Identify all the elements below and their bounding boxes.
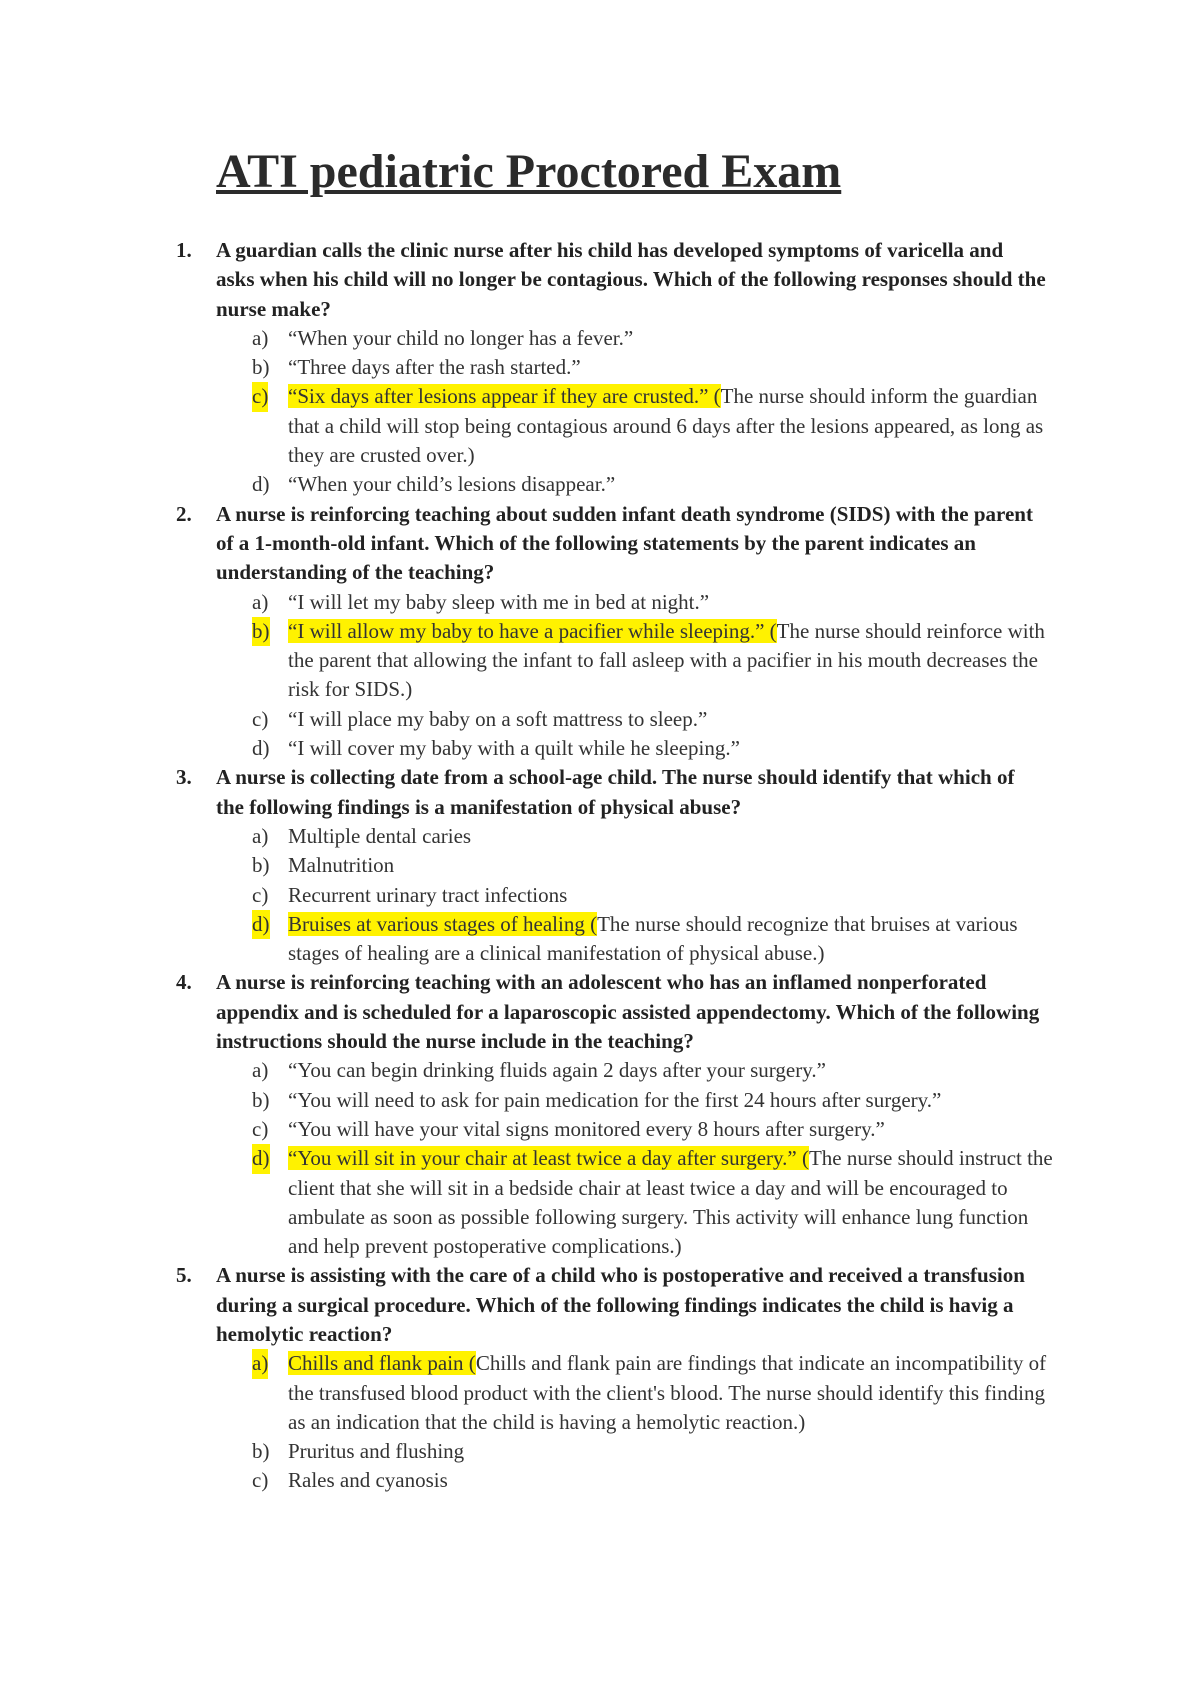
question-1 bbox=[0, 236, 1190, 500]
option-list bbox=[216, 588, 1190, 764]
option-text: Recurrent urinary tract infections bbox=[288, 882, 568, 907]
option-c bbox=[216, 881, 1190, 910]
option-text: “I will let my baby sleep with me in bed at night.” bbox=[288, 589, 710, 614]
question-number: 2. bbox=[176, 501, 192, 526]
option-text: “You will have your vital signs monitored every 8 hours after surgery.” bbox=[288, 1116, 885, 1141]
option-b bbox=[216, 1086, 1190, 1115]
answer-rationale: The nurse should reinforce with the parent that allowing the infant to fall asleep with a pacifier in his mouth decreases the risk for SIDS.) bbox=[288, 618, 1045, 702]
highlighted-answer: “I will allow my baby to have a pacifier while sleeping.” ( bbox=[288, 618, 777, 643]
option-text: “You can begin drinking fluids again 2 days after your surgery.” bbox=[288, 1058, 826, 1083]
option-list bbox=[216, 324, 1190, 500]
option-label: b) bbox=[252, 617, 270, 646]
option-text: Malnutrition bbox=[288, 853, 395, 878]
option-a bbox=[216, 324, 1190, 353]
option-label: a) bbox=[252, 823, 269, 848]
option-text: “I will cover my baby with a quilt while he sleeping.” bbox=[288, 736, 740, 761]
question-3 bbox=[0, 763, 1190, 968]
option-d-correct bbox=[216, 1144, 1190, 1261]
option-b bbox=[216, 1437, 1190, 1466]
option-b-correct bbox=[216, 617, 1190, 705]
option-label: d) bbox=[252, 472, 270, 497]
option-label: a) bbox=[252, 1349, 268, 1378]
question-number: 3. bbox=[176, 765, 192, 790]
option-b bbox=[216, 353, 1190, 382]
question-number: 1. bbox=[176, 238, 192, 262]
answer-rationale: Chills and flank pain are findings that indicate an incompatibility of the transfused blood product with the client's blood. The nurse should identify this finding as an indication that the child is having a hemolytic reaction.) bbox=[288, 1351, 1047, 1434]
option-label: c) bbox=[252, 706, 269, 731]
option-list bbox=[216, 1056, 1190, 1261]
option-label: c) bbox=[252, 1116, 269, 1141]
answer-rationale: The nurse should instruct the client that she will sit in a bedside chair at least twice a day and will be encouraged to ambulate as soon as possible following surgery. This activity will enhance lung function and help prevent postoperative complications.) bbox=[288, 1146, 1053, 1259]
question-4 bbox=[0, 968, 1190, 1261]
question-text: A nurse is reinforcing teaching about sudden infant death syndrome (SIDS) with the parent of a 1-month-old infant. Which of the following statements by the parent indicates an understanding of the teaching? bbox=[216, 501, 1033, 585]
option-label: b) bbox=[252, 853, 270, 878]
option-label: d) bbox=[252, 1144, 270, 1173]
option-label: a) bbox=[252, 325, 269, 350]
option-label: c) bbox=[252, 882, 269, 907]
question-text: A nurse is assisting with the care of a child who is postoperative and received a transfusion during a surgical procedure. Which of the following findings indicates the child is havig a hemolytic reaction? bbox=[216, 1263, 1025, 1346]
option-label: b) bbox=[252, 1439, 270, 1464]
option-label: d) bbox=[252, 736, 270, 761]
option-label: a) bbox=[252, 1058, 269, 1083]
option-text: “When your child no longer has a fever.” bbox=[288, 325, 634, 350]
option-a bbox=[216, 822, 1190, 851]
option-c bbox=[216, 1115, 1190, 1144]
option-list bbox=[216, 1349, 1190, 1495]
option-text: “Three days after the rash started.” bbox=[288, 355, 581, 380]
option-c bbox=[216, 705, 1190, 734]
highlighted-answer: Bruises at various stages of healing ( bbox=[288, 911, 598, 936]
option-c bbox=[216, 1466, 1190, 1495]
question-number: 4. bbox=[176, 970, 192, 995]
answer-rationale: The nurse should recognize that bruises at various stages of healing are a clinical manifestation of physical abuse.) bbox=[288, 911, 1018, 966]
option-text: “I will place my baby on a soft mattress to sleep.” bbox=[288, 706, 708, 731]
question-text: A nurse is collecting date from a school-age child. The nurse should identify that which of the following findings is a manifestation of physical abuse? bbox=[216, 765, 1015, 819]
option-text: Rales and cyanosis bbox=[288, 1468, 448, 1493]
answer-rationale: The nurse should inform the guardian that a child will stop being contagious around 6 days after the lesions appeared, as long as they are crusted over.) bbox=[288, 384, 1044, 468]
option-a bbox=[216, 1056, 1190, 1085]
option-text: “You will need to ask for pain medication for the first 24 hours after surgery.” bbox=[288, 1087, 942, 1112]
option-label: b) bbox=[252, 1087, 270, 1112]
option-list bbox=[216, 822, 1190, 968]
option-d-correct bbox=[216, 910, 1190, 969]
highlighted-answer: “You will sit in your chair at least twice a day after surgery.” ( bbox=[288, 1146, 809, 1171]
question-2 bbox=[0, 500, 1190, 764]
question-text: A guardian calls the clinic nurse after his child has developed symptoms of varicella and asks when his child will no longer be contagious. Which of the following responses should the nurse make? bbox=[216, 238, 1046, 321]
option-label: c) bbox=[252, 1468, 269, 1493]
option-b bbox=[216, 851, 1190, 880]
option-label: d) bbox=[252, 910, 270, 939]
option-a bbox=[216, 588, 1190, 617]
question-text: A nurse is reinforcing teaching with an adolescent who has an inflamed nonperforated appendix and is scheduled for a laparoscopic assisted appendectomy. Which of the following instructions should the nurse include in the teaching? bbox=[216, 970, 1040, 1054]
option-text: Pruritus and flushing bbox=[288, 1439, 465, 1464]
option-label: b) bbox=[252, 355, 270, 380]
highlighted-answer: “Six days after lesions appear if they are crusted.” ( bbox=[288, 384, 721, 409]
highlighted-answer: Chills and flank pain ( bbox=[288, 1351, 476, 1376]
option-text: Multiple dental caries bbox=[288, 823, 472, 848]
document-title: ATI pediatric Proctored Exam bbox=[216, 145, 842, 198]
option-d bbox=[216, 734, 1190, 763]
question-number: 5. bbox=[176, 1263, 192, 1288]
option-a-correct bbox=[216, 1349, 1190, 1437]
option-d bbox=[216, 470, 1190, 499]
option-c-correct bbox=[216, 382, 1190, 470]
question-list bbox=[0, 236, 1190, 1496]
option-text: “When your child’s lesions disappear.” bbox=[288, 472, 616, 497]
question-5 bbox=[0, 1261, 1190, 1495]
option-label: c) bbox=[252, 382, 268, 411]
option-label: a) bbox=[252, 589, 269, 614]
